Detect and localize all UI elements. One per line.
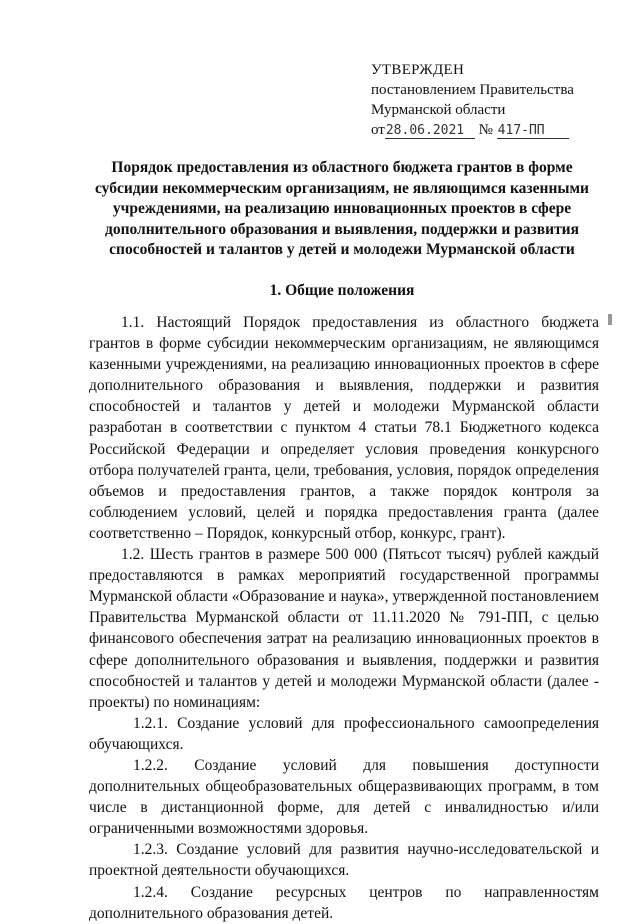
paragraph-1-2-2: 1.2.2. Создание условий для повышения доступности дополнительных общеобразовательных общеразвивающих программ, в том числе в дистанционной форме, для детей с инвалидностью и/или ограниченными возможностями здоровья. [89,756,599,838]
approval-date: 28.06.2021 [385,123,465,138]
paragraph-1-2: 1.2. Шесть грантов в размере 500 000 (Пятьсот тысяч) рублей каждый предоставляются в рамках мероприятий государственной программы Мурманской области «Образование и наука», утвержденной постановлением Правительства Мурманской области от 11.11.2020 № 791-ПП, с целью финансового обеспечения затрат на реализацию инновационных проектов в сфере дополнительного образования и выявления, поддержки и развития способностей и талантов у детей и молодежи Мурманской области (далее - проекты) по номинациям: [89,546,599,711]
document-body [89,312,599,924]
scan-mark [608,314,612,325]
approval-stamp [371,60,621,140]
approval-line-2: Мурманской области [371,102,506,118]
paragraph-1-1: 1.1. Настоящий Порядок предоставления из областного бюджета грантов в форме субсидии некоммерческим организациям, не являющимся казенными учреждениями, на реализацию инновационных проектов в сфере дополнительного образования и выявления, поддержки и развития способностей и талантов у детей и молодежи Мурманской области разработан в соответствии с пунктом 4 статьи 78.1 Бюджетного кодекса Российской Федерации и определяет условия проведения конкурсного отбора получателей гранта, цели, требования, условия, порядок определения объемов и предоставления грантов, а также порядок контроля за соблюдением условий, целей и порядка предоставления гранта (далее соответственно – Порядок, конкурсный отбор, конкурс, грант). [89,314,599,542]
paragraph-1-2-1: 1.2.1. Создание условий для профессионального самоопределения обучающихся. [89,714,599,753]
approval-from-prefix: от [371,122,385,138]
paragraph-1-2-4: 1.2.4. Создание ресурсных центров по направленностям дополнительного образования детей. [89,883,599,922]
paragraph-1-2-3: 1.2.3. Создание условий для развития научно-исследовательской и проектной деятельности обучающихся. [89,841,599,880]
approval-number-prefix: № [478,122,493,138]
section-title: 1. Общие положения [269,282,415,299]
document-title: Порядок предоставления из областного бюджета грантов в форме субсидии некоммерческим организациям, не являющимся казенными учреждениями, на реализацию инновационных проектов в сфере дополнительного образования и выявления, поддержки и развития способностей и талантов у детей и молодежи Мурманской области [94,159,589,258]
approval-date-line [371,120,621,140]
approval-number: 417-ПП [497,123,545,138]
approval-title: УТВЕРЖДЕН [371,62,465,78]
approval-line-1: постановлением Правительства [371,82,574,98]
